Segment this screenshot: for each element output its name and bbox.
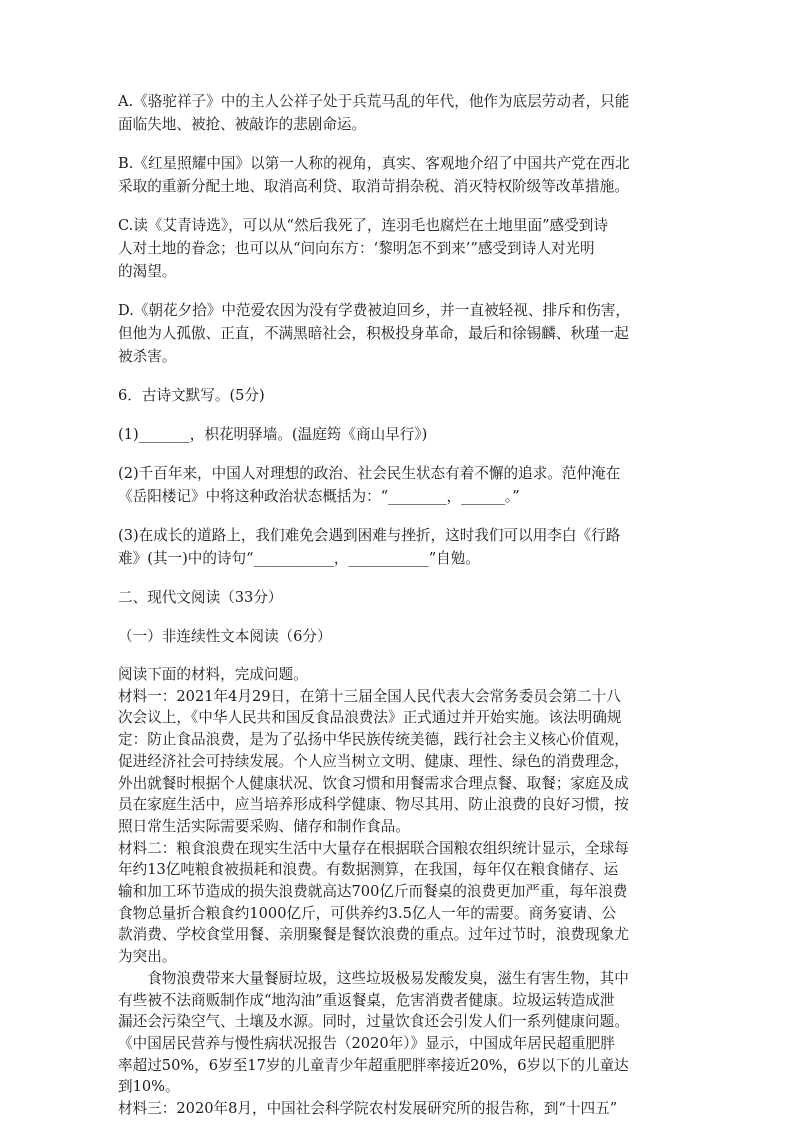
material-1 — [118, 686, 684, 838]
material-1-line: 材料一：2021年4月29日，在第十三届全国人民代表大会常务委员会第二十八 — [118, 687, 621, 705]
option-c-line: 的渴望。 — [118, 263, 177, 280]
question-6-item-1 — [118, 423, 684, 446]
question-6-item-3 — [118, 524, 684, 570]
option-c-line: C.读《艾青诗选》，可以从“然后我死了，连羽毛也腐烂在土地里面”感受到诗 — [118, 217, 608, 234]
material-2-continued-line: 漏还会污染空气、土壤及水源。同时，过量饮食还会引发人们一系列健康问题。 — [118, 1013, 629, 1031]
question-6-item-3-line: (3)在成长的道路上，我们难免会遇到困难与挫折，这时我们可以用李白《行路 — [118, 527, 621, 544]
option-c-line: 人对土地的眷念；也可以从“问向东方：‘黎明怎不到来’”感受到诗人对光明 — [118, 240, 595, 257]
option-d — [118, 299, 684, 368]
material-2-line: 材料二：粮食浪费在现实生活中大量存在根据联合国粮农组织统计显示，全球每 — [118, 839, 629, 857]
material-1-line: 照日常生活实际需要采购、储存和制作食品。 — [118, 817, 410, 835]
material-2-line: 为突出。 — [118, 948, 177, 966]
material-1-line: 定：防止食品浪费，是为了弘扬中华民族传统美德，践行社会主义核心价值观， — [118, 731, 629, 749]
option-a — [118, 90, 684, 136]
material-1-line: 员在家庭生活中，应当培养形成科学健康、物尽其用、防止浪费的良好习惯，按 — [118, 796, 629, 814]
option-b-line: 采取的重新分配土地、取消高利贷、取消苛捐杂税、消灭特权阶级等改革措施。 — [118, 178, 629, 195]
option-b-line: B.《红星照耀中国》以第一人称的视角，真实、客观地介绍了中国共产党在西北 — [118, 155, 630, 172]
reading-intro — [118, 664, 684, 686]
section-2-subheading — [118, 625, 684, 648]
question-6-item-1-text: (1)_______，枳花明驿墙。(温庭筠《商山早行》) — [118, 426, 428, 443]
question-6-title-text: 6．古诗文默写。(5分) — [118, 387, 265, 404]
material-3 — [118, 1098, 684, 1120]
material-2-line: 款消费、学校食堂用餐、亲朋聚餐是餐饮浪费的重点。过年过节时，浪费现象尤 — [118, 926, 629, 944]
material-2-continued-line: 《中国居民营养与慢性病状况报告（2020年）》显示，中国成年居民超重肥胖 — [118, 1034, 615, 1052]
material-2 — [118, 838, 684, 968]
question-6-item-2-line: 《岳阳楼记》中将这种政治状态概括为：“________，______。” — [118, 488, 520, 505]
material-2-line: 年约13亿吨粮食被损耗和浪费。有数据测算，在我国，每年仅在粮食储存、运 — [118, 861, 619, 879]
material-2-continued-line: 有些被不法商贩制作成“地沟油”重返餐桌，危害消费者健康。垃圾运转造成泄 — [118, 991, 615, 1009]
material-1-line: 外出就餐时根据个人健康状况、饮食习惯和用餐需求合理点餐、取餐；家庭及成 — [118, 774, 629, 792]
material-2-line: 食物总量折合粮食约1000亿斤，可供养约3.5亿人一年的需要。商务宴请、公 — [118, 904, 617, 922]
document-page — [118, 90, 684, 1120]
question-6-item-2 — [118, 462, 684, 508]
reading-intro-text: 阅读下面的材料，完成问题。 — [118, 666, 308, 683]
question-6-item-2-line: (2)千百年来，中国人对理想的政治、社会民生状态有着不懈的追求。范仲淹在 — [118, 465, 621, 482]
option-d-line: D.《朝花夕拾》中范爱农因为没有学费被迫回乡，并一直被轻视、排斥和伤害， — [118, 302, 631, 319]
material-2-continued-line: 食物浪费带来大量餐厨垃圾，这些垃圾极易发酸发臭，滋生有害生物，其中 — [147, 969, 629, 987]
question-6-title — [118, 384, 684, 407]
option-d-line: 但他为人孤傲、正直，不满黑暗社会，积极投身革命，最后和徐锡麟、秋瑾一起 — [118, 325, 629, 342]
section-2-heading-text: 二、现代文阅读（33分） — [118, 589, 283, 606]
material-2-line: 输和加工环节造成的损失浪费就高达700亿斤而餐桌的浪费更加严重，每年浪费 — [118, 883, 628, 901]
option-a-line: A.《骆驼祥子》中的主人公祥子处于兵荒马乱的年代，他作为底层劳动者，只能 — [118, 93, 630, 110]
option-d-line: 被杀害。 — [118, 348, 177, 365]
option-c — [118, 214, 684, 283]
material-1-line: 促进经济社会可持续发展。个人应当树立文明、健康、理性、绿色的消费理念， — [118, 752, 629, 770]
material-2-continued-line: 到10%。 — [118, 1078, 180, 1096]
section-2-heading — [118, 586, 684, 609]
material-1-line: 次会议上，《中华人民共和国反食品浪费法》正式通过并开始实施。该法明确规 — [118, 709, 622, 727]
question-6-item-3-line: 难》(其一)中的诗句“___________，___________”自勉。 — [118, 550, 480, 567]
section-2-subheading-text: （一）非连续性文本阅读（6分） — [118, 628, 332, 645]
option-b — [118, 152, 684, 198]
material-2-continued — [118, 968, 684, 1098]
option-a-line: 面临失地、被抢、被敲诈的悲剧命运。 — [118, 116, 367, 133]
material-2-continued-line: 率超过50%，6岁至17岁的儿童青少年超重肥胖率接近20%，6岁以下的儿童达 — [118, 1056, 629, 1074]
material-3-line: 材料三：2020年8月，中国社会科学院农村发展研究所的报告称，到“十四五” — [118, 1100, 618, 1118]
